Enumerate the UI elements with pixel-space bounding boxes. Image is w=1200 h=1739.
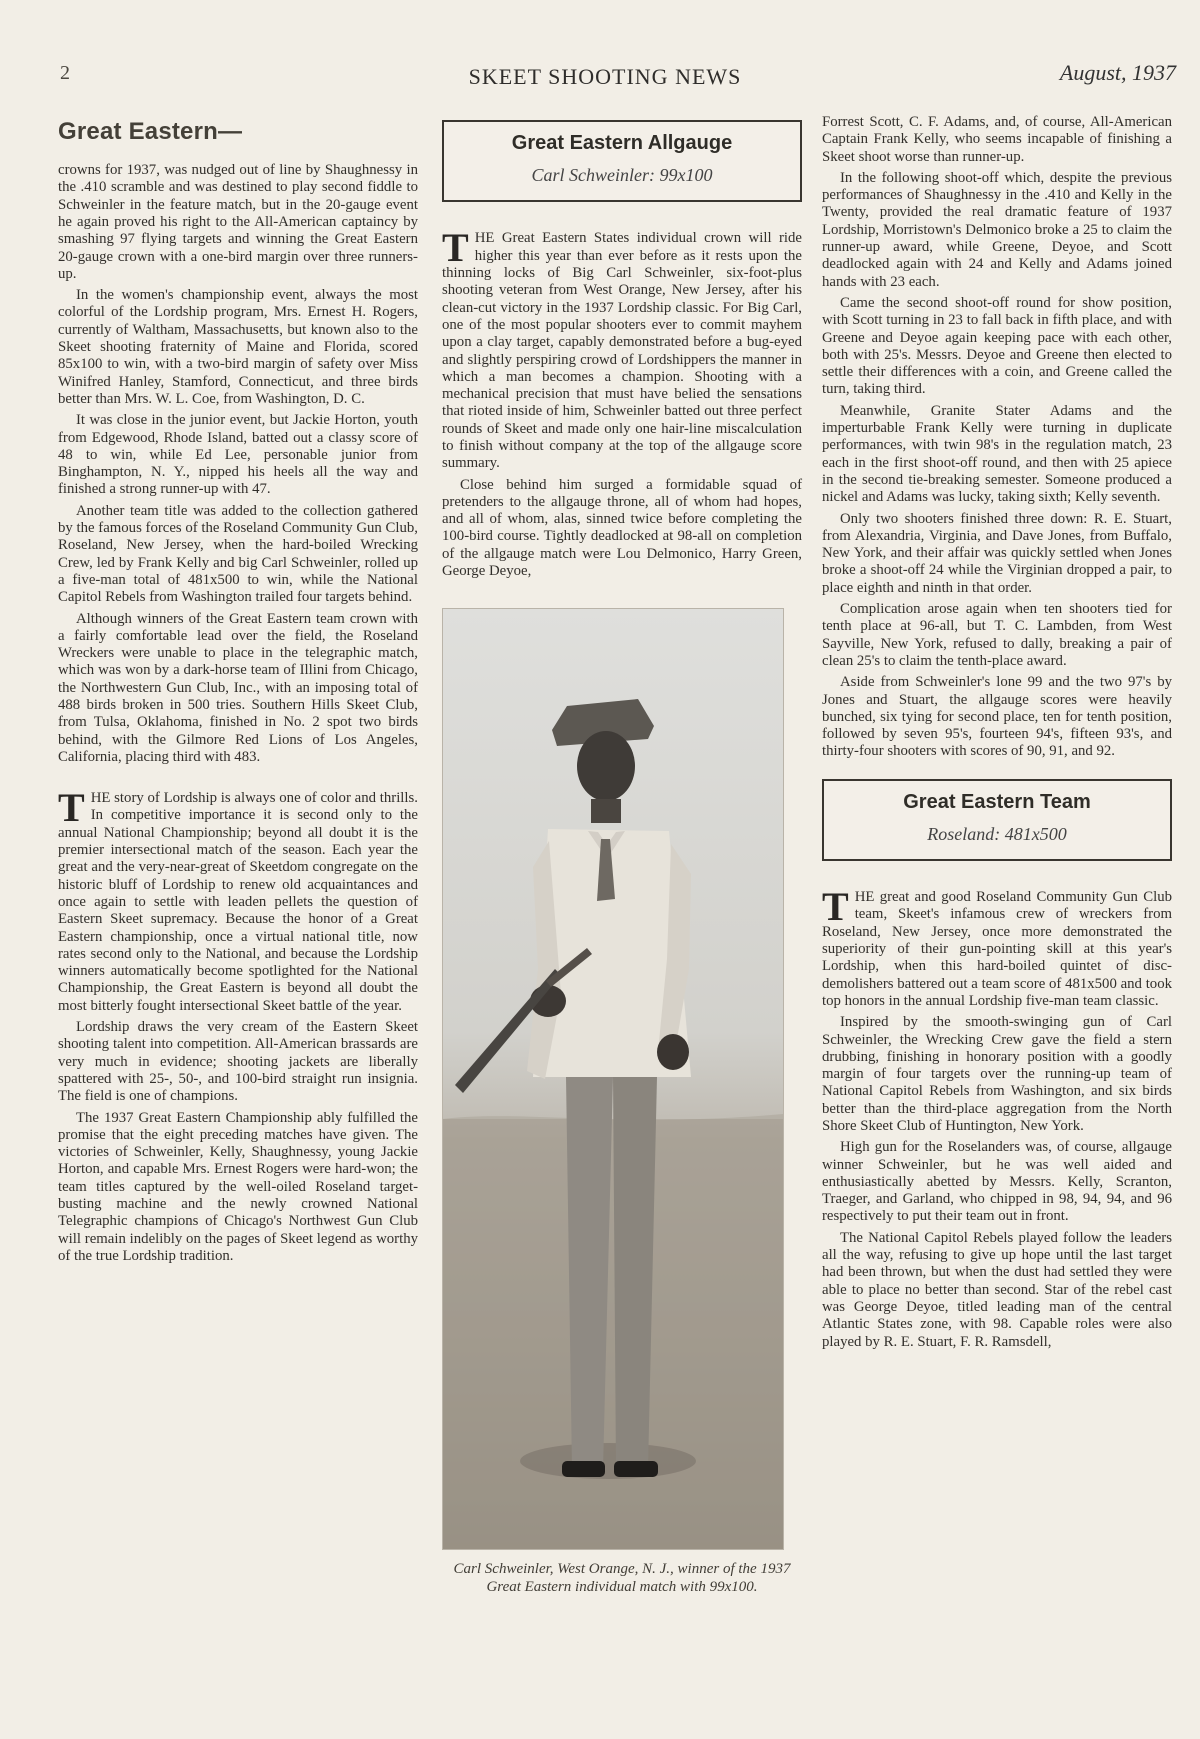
- lordship-first-text: HE story of Lordship is always one of color and thrills. In competitive importance it is second only to the annual National Championship; beyond all doubt it is the premier intersectional match of the season. Each year the great and the very-near-great of Skeetdom congregate on the historic bluff of Lordship to renew old acquaintances and once again to settle with leaden pellets the question of Eastern Skeet supremacy. Because the honor of a Great Eastern championship, once a virtual national title, now rates second only to the National, and because the Lordship winners automatically become spotlighted for the National Championship, the Great Eastern is beyond all doubt the most bitterly fought intersectional Skeet battle of the year.: [58, 790, 418, 1014]
- right-paragraph-4: Meanwhile, Granite Stater Adams and the imperturbable Frank Kelly were turning in duplicate performances, with twin 98's in the regulation match, 23 each in the first shoot-off round, and then with 25 apiece in the second tie-breaking semester. Someone produced a nickel and Adams was lucky, taking sixth; Kelly seventh.: [822, 402, 1172, 506]
- left-spacer: [58, 770, 418, 790]
- lordship-story-third: The 1937 Great Eastern Championship ably fulfilled the promise that the eight preceding matches have given. The victories of Schweinler, Kelly, Shaughnessy, young Jackie Horton, and capable Mrs. Ernest Rogers were hard-won; the team titles captured by the well-oiled Roseland target-busting machine and the newly crowned National Telegraphic champions of Chicago's Northwest Gun Club will remain indelibly on the pages of Skeet legend as worthy of the true Lordship tradition.: [58, 1109, 418, 1264]
- right-paragraph-1: Forrest Scott, C. F. Adams, and, of course, All-American Captain Frank Kelly, who seems incapable of finishing a Skeet shoot worse than runner-up.: [822, 114, 1172, 165]
- allgauge-first-text: HE Great Eastern States individual crown will ride higher this year than ever before as it rests upon the thinning locks of Big Carl Schweinler, six-foot-plus shooting veteran from West Orange, New Jersey, after his clean-cut victory in the 1937 Lordship classic. For Big Carl, one of the most popular shooters ever to commit mayhem upon a clay target, capably demonstrated before a bug-eyed and slightly perspiring crowd of Lordshippers the manner in which a man becomes a champion. Shooting with a mechanical precision that must have belied the sensations that rioted inside of him, Schweinler batted out three perfect rounds of Skeet and made only one hair-line miscalculation to finish without company at the top of the allgauge score summary.: [442, 230, 802, 472]
- winner-photo: [442, 608, 784, 1550]
- left-paragraph-1: crowns for 1937, was nudged out of line by Shaughnessy in the .410 scramble and was destined to play second fiddle to Schweinler in the feature match, but in the 20-gauge event he again proved his right to the All-American captaincy by smashing 97 flying targets and winning the Great Eastern 20-gauge crown with a one-bird margin over three runners-up.: [58, 162, 418, 282]
- right-column: [822, 114, 1172, 1355]
- right-paragraph-2: In the following shoot-off which, despite the previous performances of Shaughnessy in the .410 and Kelly in the Twenty, provided the real dramatic feature of 1937 Lordship, Morristown's Delmonico broke a 25 to claim the runner-up award, while Greene, Deyoe, and Scott deadlocked again with 24 and Kelly and Adams joined hands with 23 each.: [822, 169, 1172, 290]
- left-paragraph-4: Another team title was added to the collection gathered by the famous forces of the Roseland Community Gun Club, Roseland, New Jersey, when the hard-boiled Wrecking Crew, led by Frank Kelly and big Carl Schweinler, rolled up a five-man total of 481x500 to win, while the National Capitol Rebels from Washington trailed four targets behind.: [58, 502, 419, 606]
- team-paragraph-2: Inspired by the smooth-swinging gun of Carl Schweinler, the Wrecking Crew gave the field a stern drubbing, finishing in honorary position with a goodly margin of four targets over the running-up team of National Capitol Rebels from Washington, and six birds better than the third-place aggregation from the North Shore Skeet Club of Huntington, New York.: [822, 1014, 1172, 1134]
- allgauge-title: Great Eastern Allgauge: [511, 132, 733, 154]
- right-paragraph-5: Only two shooters finished three down: R. E. Stuart, from Alexandria, Virginia, and Dave Jones, from Buffalo, New York, and their affair was quickly settled when Jones broke a shoot-off 24 while the Virginian dropped a pair, to place eighth and ninth in that order.: [822, 510, 1172, 596]
- allgauge-paragraph-1: [442, 225, 802, 472]
- left-paragraph-2: In the women's championship event, always the most colorful of the Lordship program, Mrs. Ernest H. Rogers, currently of Waltham, Massachusetts, but known also to the Skeet shooting fraternity of Maine and Florida, scored 85x100 to win, with a two-bird margin of safety over Miss Winifred Hanley, Stamford, Connecticut, and three birds better than Mrs. W. L. Coe, from Washington, D. C.: [58, 287, 418, 407]
- middle-column: [442, 120, 802, 1596]
- right-spacer: [822, 765, 1172, 779]
- left-paragraph-3: It was close in the junior event, but Jackie Horton, youth from Edgewood, Rhode Island, batted out a classy score of 48 to win, while Ed Lee, personable junior from Binghampton, N. Y., nipped his heels all the way and finished a strong runner-up with 47.: [58, 412, 418, 498]
- page-number: 2: [60, 62, 70, 84]
- winner-photo-image: [443, 609, 783, 1549]
- left-paragraph-5: Although winners of the Great Eastern team crown with a fairly comfortable lead over the field, the Roseland Wreckers were unable to place in the telegraphic match, which was won by a dark-horse team of Illini from Chicago, the Northwestern Gun Club, Inc., with an imposing total of 488 birds broken in 500 tries. Southern Hills Skeet Club, from Tulsa, Oklahoma, finished in No. 2 spot two birds behind, with the Gilmore Red Lions of Los Angeles, California, placing third with 483.: [58, 610, 418, 765]
- team-dropcap: T: [822, 884, 849, 930]
- lordship-story-first: [58, 785, 418, 1015]
- allgauge-subtitle: Carl Schweinler: 99x100: [531, 165, 713, 186]
- team-paragraph-4: The National Capitol Rebels played follow the leaders all the way, refusing to give up hope until the last target had been thrown, but when the dust had settled they were able to place no better than second. Star of the rebel cast was George Deyoe, titled leading man of the central Atlantic States zone, with 98. Capable roles were also played by R. E. Stuart, F. R. Ramsdell,: [822, 1229, 1172, 1350]
- allgauge-paragraph-2: Close behind him surged a formidable squad of pretenders to the allgauge throne, all of whom had hopes, and all of whom, alas, sinned twice before completing the 100-bird course. Tightly deadlocked at 98-all on completion of the allgauge match were Lou Delmonico, Harry Green, George Deyoe,: [442, 476, 802, 580]
- lordship-story-second: Lordship draws the very cream of the Eastern Skeet shooting talent into competition. All-American brassards are very much in evidence; shooting jackets are liberally spattered with 25-, 50-, and 100-bird straight run insignia. The field is one of champions.: [58, 1019, 418, 1105]
- masthead-title: SKEET SHOOTING NEWS: [468, 64, 742, 89]
- right-paragraph-3: Came the second shoot-off round for show position, with Scott turning in 23 to fall back in fifth place, and with Greene and Deyoe again keeping pace with each other, both with 25's. Messrs. Deyoe and Greene then elected to settle their differences with a coin, and Greene called the turn, taking third.: [822, 294, 1172, 398]
- great-eastern-heading: Great Eastern—: [58, 118, 243, 145]
- photo-caption: Carl Schweinler, West Orange, N. J., winner of the 1937 Great Eastern individual match with 99x100.: [453, 1561, 791, 1596]
- team-subtitle: Roseland: 481x500: [927, 824, 1067, 845]
- allgauge-title-box: [442, 120, 802, 202]
- right-paragraph-6: Complication arose again when ten shooters tied for tenth place at 96-all, but T. C. Lambden, from West Sayville, New York, refused to dally, breaking a pair of clean 25's to claim the tenth-place award.: [822, 601, 1172, 669]
- team-paragraph-1: [822, 884, 1172, 1010]
- winner-photo-svg: [443, 609, 783, 1549]
- team-title: Great Eastern Team: [903, 790, 1091, 813]
- right-paragraph-7: Aside from Schweinler's lone 99 and the two 97's by Jones and Stuart, the allgauge scores were heavily bunched, six tying for second place, ten for tenth position, followed by seven 95's, fourteen 94's, fifteen 93's, and thirty-four shooters with scores of 90, 91, and 92.: [822, 674, 1172, 760]
- issue-date: August, 1937: [1059, 60, 1176, 85]
- team-first-text: HE great and good Roseland Community Gun Club team, Skeet's infamous crew of wreckers from Roseland, New Jersey, once more demonstrated the superiority of their gun-pointing skill at this year's Lordship, when this hard-boiled quintet of disc-demolishers battered out a team score of 481x500 and took top honors in the annual Lordship five-man team classic.: [822, 889, 1172, 1009]
- lordship-dropcap: T: [58, 785, 85, 831]
- team-title-box: [822, 779, 1172, 861]
- allgauge-dropcap: T: [442, 225, 469, 271]
- team-paragraph-3: High gun for the Roselanders was, of course, allgauge winner Schweinler, but he was well aided and enthusiastically abetted by Messrs. Kelly, Scranton, Traeger, and Garland, who chipped in 98, 94, 94, and 96 respectively to put their team out in front.: [822, 1139, 1172, 1225]
- left-column: [58, 118, 418, 1269]
